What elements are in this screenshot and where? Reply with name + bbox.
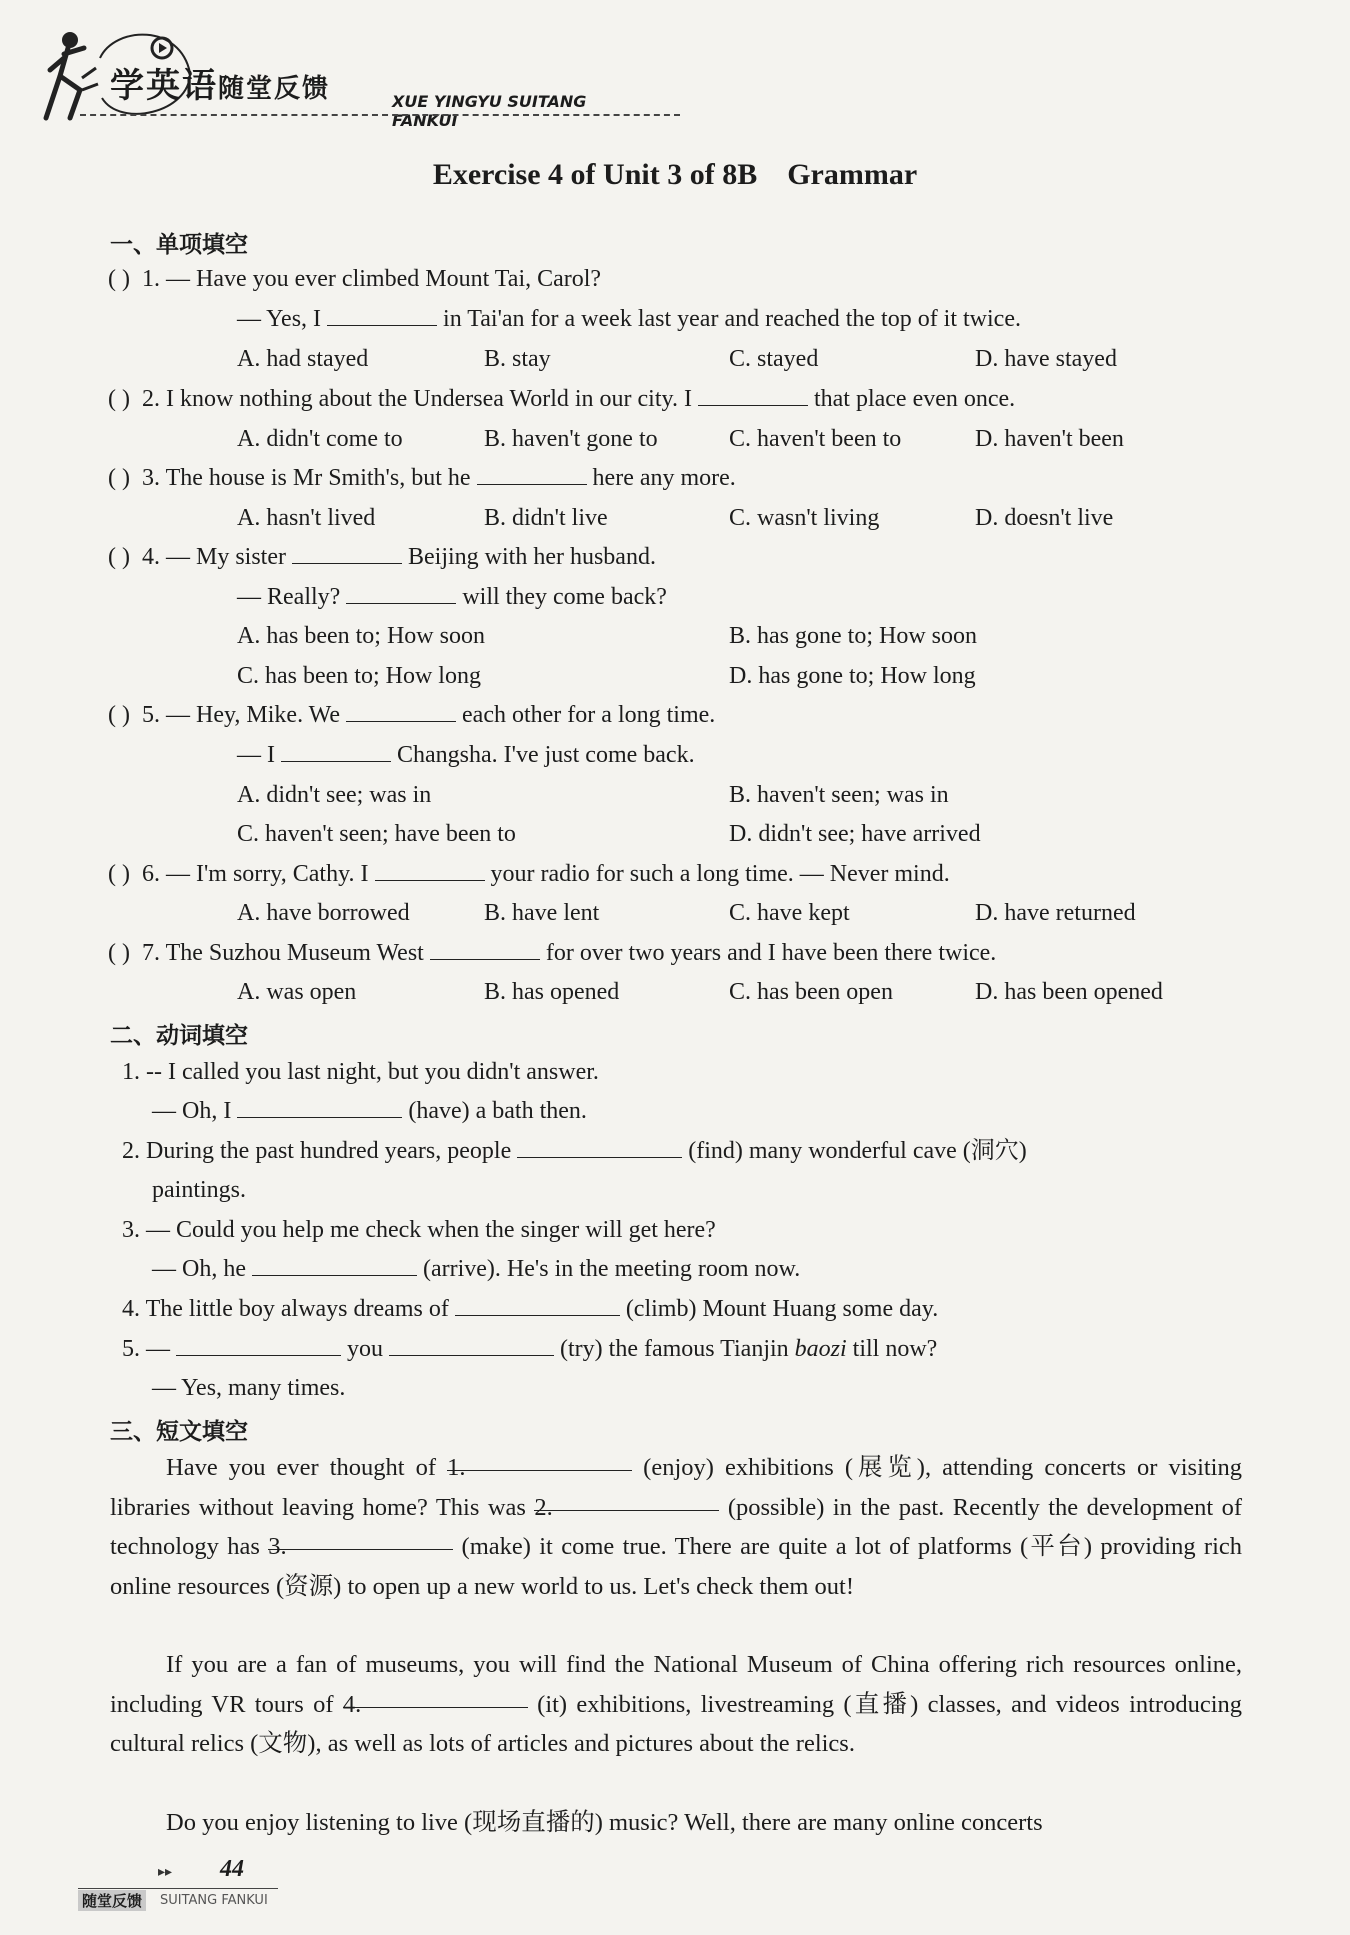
option[interactable]: A. have borrowed <box>237 900 410 926</box>
answer-blank[interactable] <box>477 462 587 485</box>
option[interactable]: B. haven't seen; was in <box>729 782 949 808</box>
passage-blank-2[interactable]: 2. <box>534 1488 719 1511</box>
page-arrows-icon: ▸▸ <box>158 1864 173 1880</box>
option[interactable]: C. stayed <box>729 346 819 372</box>
answer-blank[interactable] <box>430 937 540 960</box>
header-brand: 学英语随堂反馈 <box>110 66 331 106</box>
option[interactable]: C. haven't seen; have been to <box>237 821 516 847</box>
question-1-line-2: — Yes, I in Tai'an for a week last year and reached the top of it twice. <box>237 303 1021 335</box>
option[interactable]: A. had stayed <box>237 346 369 372</box>
option[interactable]: D. have stayed <box>975 346 1117 372</box>
question-2: ( ) 2. I know nothing about the Undersea World in our city. I that place even once. <box>108 383 1015 415</box>
answer-blank[interactable] <box>346 581 456 604</box>
header-brand-en: XUE YINGYU SUITANG FANKUI <box>392 92 587 130</box>
section-heading: 三、短文填空 <box>110 1419 248 1445</box>
page-number: 44 <box>220 1856 244 1882</box>
verb-question-5-line-2: — Yes, many times. <box>152 1375 346 1401</box>
passage-paragraph-2: If you are a fan of museums, you will find the National Museum of China offering rich resources online, including VR tours of 4. (it) exhibitions, livestreaming (直播) classes, and videos introducing cultural relics (文物), as well as lots of articles and pictures about the relics. <box>110 1651 1243 1758</box>
question-1: ( ) 1. — Have you ever climbed Mount Tai, Carol? <box>108 266 602 292</box>
passage-blank-1[interactable]: 1. <box>447 1448 632 1471</box>
verb-question-3: 3. — Could you help me check when the singer will get here? <box>122 1217 716 1243</box>
section-heading: 一、单项填空 <box>110 232 248 258</box>
option[interactable]: A. was open <box>237 979 357 1005</box>
question-3: ( ) 3. The house is Mr Smith's, but he here any more. <box>108 462 736 494</box>
question-6: ( ) 6. — I'm sorry, Cathy. I your radio for such a long time. — Never mind. <box>108 858 950 890</box>
option[interactable]: D. has gone to; How long <box>729 663 976 689</box>
verb-question-2-line-2: paintings. <box>152 1177 246 1203</box>
footer-label: 随堂反馈 <box>78 1890 146 1911</box>
question-5-line-2: — I Changsha. I've just come back. <box>237 739 695 771</box>
question-4: ( ) 4. — My sister Beijing with her husband. <box>108 541 656 573</box>
verb-question-1: 1. -- I called you last night, but you didn't answer. <box>122 1059 599 1085</box>
answer-blank[interactable] <box>252 1253 417 1276</box>
option[interactable]: B. have lent <box>484 900 600 926</box>
answer-blank[interactable] <box>698 383 808 406</box>
option[interactable]: D. have returned <box>975 900 1136 926</box>
answer-blank[interactable] <box>237 1095 402 1118</box>
verb-question-1-line-2: — Oh, I (have) a bath then. <box>152 1095 587 1127</box>
option[interactable]: D. has been opened <box>975 979 1163 1005</box>
answer-blank[interactable] <box>375 858 485 881</box>
answer-blank[interactable] <box>346 699 456 722</box>
option[interactable]: B. has gone to; How soon <box>729 623 977 649</box>
answer-blank[interactable] <box>455 1293 620 1316</box>
option[interactable]: D. didn't see; have arrived <box>729 821 981 847</box>
passage-blank-4[interactable]: 4. <box>343 1685 528 1708</box>
option[interactable]: B. didn't live <box>484 505 608 531</box>
option[interactable]: A. has been to; How soon <box>237 623 485 649</box>
verb-question-4: 4. The little boy always dreams of (climb) Mount Huang some day. <box>122 1293 938 1325</box>
answer-blank[interactable] <box>281 739 391 762</box>
answer-blank[interactable] <box>517 1135 682 1158</box>
passage-paragraph-3: Do you enjoy listening to live (现场直播的) music? Well, there are many online concerts <box>166 1809 1043 1836</box>
question-4-line-2: — Really? will they come back? <box>237 581 667 613</box>
option[interactable]: C. has been to; How long <box>237 663 481 689</box>
page-title: Exercise 4 of Unit 3 of 8B Grammar <box>432 158 918 191</box>
answer-blank[interactable] <box>327 303 437 326</box>
question-5: ( ) 5. — Hey, Mike. We each other for a long time. <box>108 699 715 731</box>
option[interactable]: C. haven't been to <box>729 426 902 452</box>
option[interactable]: D. doesn't live <box>975 505 1114 531</box>
option[interactable]: A. didn't see; was in <box>237 782 432 808</box>
header-divider <box>80 114 680 116</box>
option[interactable]: B. stay <box>484 346 551 372</box>
option[interactable]: A. didn't come to <box>237 426 403 452</box>
answer-blank[interactable] <box>292 541 402 564</box>
option[interactable]: C. has been open <box>729 979 893 1005</box>
answer-blank[interactable] <box>176 1333 341 1356</box>
page-header <box>40 18 650 128</box>
footer-label-en: SUITANG FANKUI <box>160 1893 268 1908</box>
option[interactable]: B. haven't gone to <box>484 426 658 452</box>
verb-question-5: 5. — you (try) the famous Tianjin baozi till now? <box>122 1333 937 1365</box>
passage-paragraph-1: Have you ever thought of 1. (enjoy) exhibitions (展览), attending concerts or visiting libraries without leaving home? This was 2. (possible) in the past. Recently the development of technology has 3. (make) it come true. There are quite a lot of platforms (平台) providing rich online resources (资源) to open up a new world to us. Let's check them out! <box>110 1448 1242 1606</box>
passage-blank-3[interactable]: 3. <box>268 1527 453 1550</box>
option[interactable]: B. has opened <box>484 979 620 1005</box>
option[interactable]: C. have kept <box>729 900 850 926</box>
option[interactable]: A. hasn't lived <box>237 505 376 531</box>
option[interactable]: C. wasn't living <box>729 505 880 531</box>
option[interactable]: D. haven't been <box>975 426 1124 452</box>
section-heading: 二、动词填空 <box>110 1023 248 1049</box>
question-7: ( ) 7. The Suzhou Museum West for over two years and I have been there twice. <box>108 937 996 969</box>
verb-question-3-line-2: — Oh, he (arrive). He's in the meeting room now. <box>152 1253 800 1285</box>
answer-blank[interactable] <box>389 1333 554 1356</box>
verb-question-2: 2. During the past hundred years, people (find) many wonderful cave (洞穴) <box>122 1135 1027 1167</box>
